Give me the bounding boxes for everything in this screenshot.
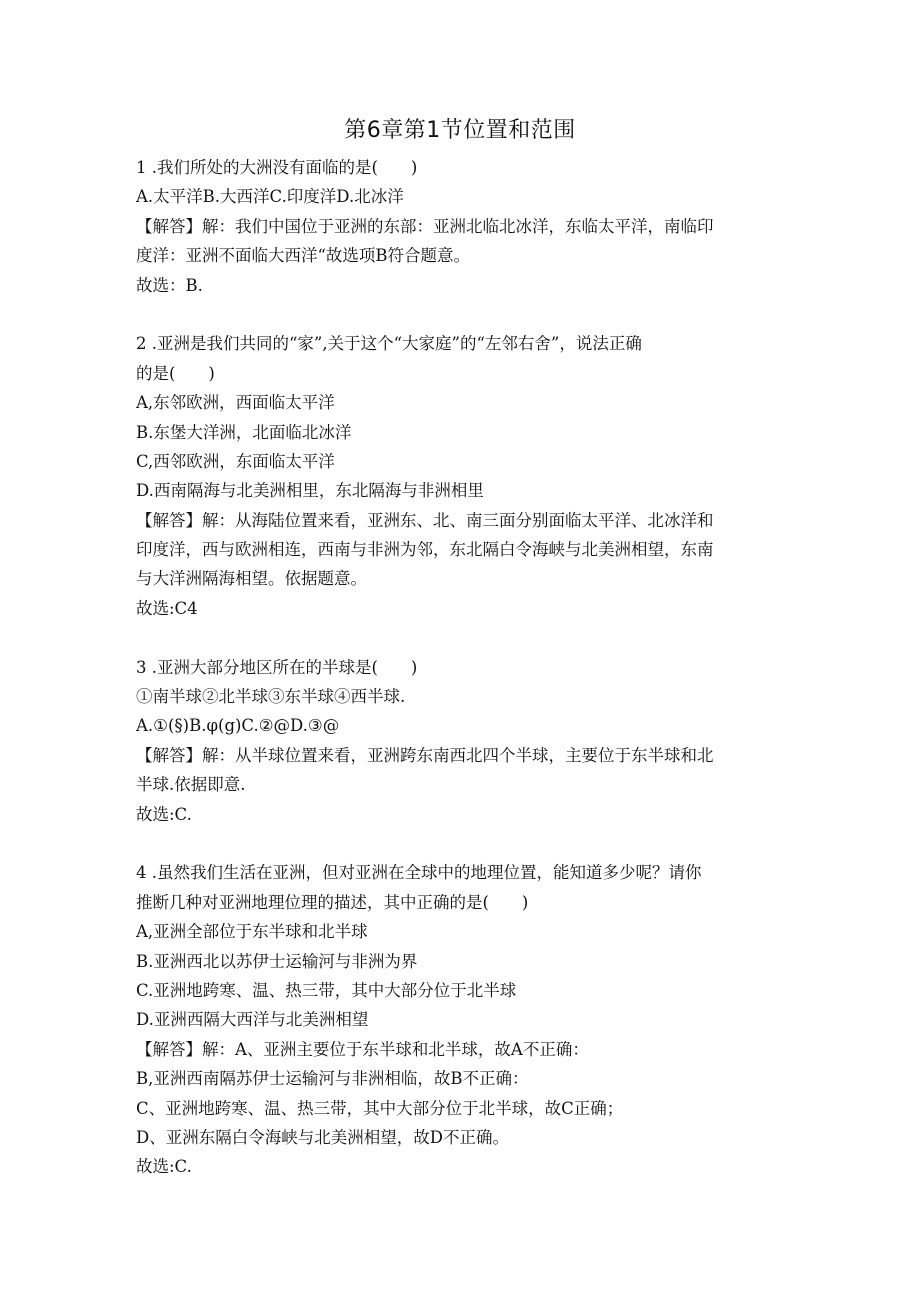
answer-explanation: B,亚洲西南隔苏伊士运输河与非洲相临，故B不正确：	[136, 1069, 529, 1089]
question-spacer	[136, 300, 788, 329]
question-options: A.①(§)B.φ(g)C.②@D.③@	[136, 716, 340, 736]
option-a: A,亚洲全部位于东半球和北半球	[136, 922, 368, 942]
question-list	[136, 153, 788, 1182]
answer-explanation: 与大洋洲隔海相望。依据题意。	[136, 569, 367, 589]
question-stem: 2 .亚洲是我们共同的“家”,关于这个“大家庭”的“左邻右舍”，说法正确	[136, 334, 642, 354]
answer-choice: 故选:C.	[136, 804, 192, 824]
question-block-2	[136, 329, 788, 623]
answer-explanation: C、亚洲地跨寒、温、热三带，其中大部分位于北半球，故C正确；	[136, 1098, 624, 1118]
question-block-3	[136, 653, 788, 829]
question-options: A.太平洋B.大西洋C.印度洋D.北冰洋	[136, 187, 404, 207]
question-spacer	[136, 623, 788, 652]
question-spacer	[136, 829, 788, 858]
answer-choice: 故选:C4	[136, 598, 198, 618]
option-d: D.西南隔海与北美洲相里，东北隔海与非洲相里	[136, 481, 484, 501]
question-stem: 4 .虽然我们生活在亚洲，但对亚洲在全球中的地理位置，能知道多少呢？请你	[136, 863, 702, 883]
answer-explanation: 半球.依据即意.	[136, 775, 246, 795]
answer-explanation: 【解答】解：从半球位置来看，亚洲跨东南西北四个半球，主要位于东半球和北	[136, 745, 714, 765]
question-block-1	[136, 153, 788, 300]
question-stem: 推断几种对亚洲地理位理的描述，其中正确的是( )	[136, 892, 529, 912]
answer-explanation: 【解答】解：A、亚洲主要位于东半球和北半球，故A不正确：	[136, 1039, 589, 1059]
option-a: A,东邻欧洲，西面临太平洋	[136, 393, 335, 413]
answer-explanation: 【解答】解：我们中国位于亚洲的东部：亚洲北临北冰洋，东临太平洋，南临印	[136, 216, 714, 236]
answer-explanation: D、亚洲东隔白令海峡与北美洲相望，故D不正确。	[136, 1127, 509, 1147]
question-block-4	[136, 858, 788, 1181]
question-stem: 1 .我们所处的大洲没有面临的是( )	[136, 158, 418, 177]
question-stem: 3 .亚洲大部分地区所在的半球是( )	[136, 657, 418, 677]
page-title: 第6章第1节位置和范围	[344, 118, 576, 143]
answer-choice: 故选：B.	[136, 275, 203, 295]
option-c: C,西邻欧洲，东面临太平洋	[136, 451, 335, 471]
question-items: ①南半球②北半球③东半球④西半球.	[136, 687, 406, 707]
option-b: B.亚洲西北以苏伊士运输河与非洲为界	[136, 951, 418, 971]
option-b: B.东堡大洋洲，北面临北冰洋	[136, 422, 352, 442]
answer-explanation: 【解答】解：从海陆位置来看，亚洲东、北、南三面分别面临太平洋、北冰洋和	[136, 510, 714, 530]
answer-choice: 故选:C.	[136, 1157, 192, 1177]
answer-explanation: 度洋：亚洲不面临大西洋“故选项B符合题意。	[136, 246, 471, 266]
option-c: C.亚洲地跨寒、温、热三带，其中大部分位于北半球	[136, 980, 517, 1000]
answer-explanation: 印度洋，西与欧洲相连，西南与非洲为邻，东北隔白令海峡与北美洲相望，东南	[136, 540, 714, 560]
question-stem: 的是( )	[136, 363, 215, 383]
option-d: D.亚洲西隔大西洋与北美洲相望	[136, 1010, 369, 1030]
